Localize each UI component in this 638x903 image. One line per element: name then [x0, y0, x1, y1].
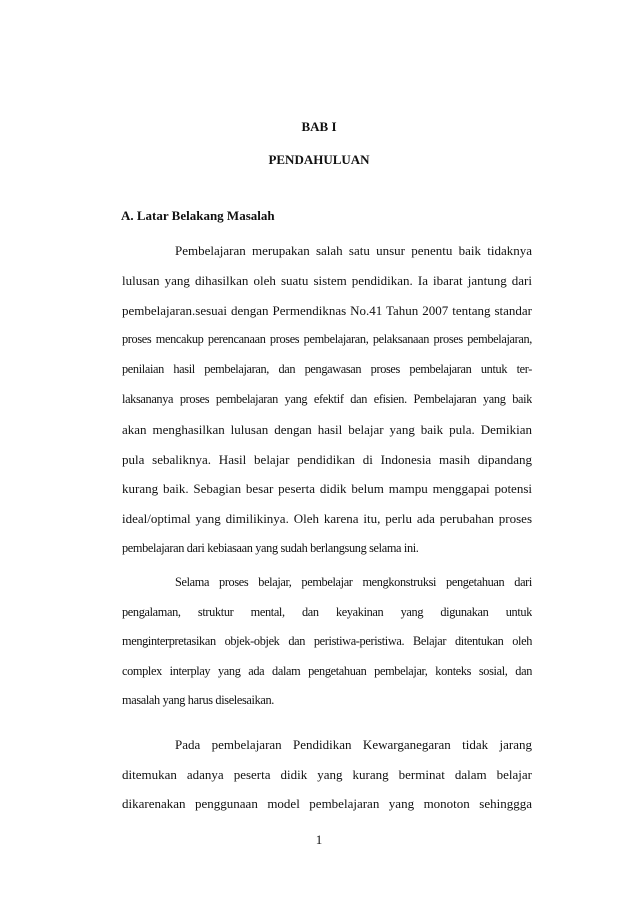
section-heading: A. Latar Belakang Masalah — [121, 208, 275, 223]
paragraph-1 — [122, 236, 532, 564]
paragraph-line: kurang baik. Sebagian besar peserta didik belum mampu menggapai potensi — [122, 481, 532, 497]
paragraph-line: Selama proses belajar, pembelajar mengkonstruksi pengetahuan dari — [175, 575, 532, 589]
paragraph-line: akan menghasilkan lulusan dengan hasil belajar yang baik pula. Demikian — [122, 421, 532, 437]
paragraph-line: complex interplay yang ada dalam pengetahuan pembelajar, konteks sosial, dan — [122, 663, 532, 678]
paragraph-line: menginterpretasikan objek-objek dan peristiwa-peristiwa. Belajar ditentukan oleh — [122, 634, 532, 648]
chapter-title: PENDAHULUAN — [268, 152, 370, 167]
paragraph-3 — [122, 730, 532, 819]
paragraph-line: Pada pembelajaran Pendidikan Kewarganegaran tidak jarang — [175, 737, 532, 752]
chapter-number: BAB I — [301, 119, 337, 134]
page-number: 1 — [315, 832, 323, 847]
paragraph-line: pembelajaran dari kebiasaan yang sudah berlangsung selama ini. — [122, 540, 419, 555]
paragraph-line: proses mencakup perencanaan proses pembelajaran, pelaksanaan proses pembelajaran, — [122, 332, 532, 347]
paragraph-line: ideal/optimal yang dimilikinya. Oleh karena itu, perlu ada perubahan proses — [122, 511, 532, 527]
paragraph-line: dikarenakan penggunaan model pembelajaran yang monoton sehinggga — [122, 796, 532, 811]
paragraph-line: lulusan yang dihasilkan oleh suatu sistem pendidikan. Ia ibarat jantung dari — [122, 272, 532, 288]
paragraph-line: masalah yang harus diselesaikan. — [122, 693, 275, 707]
paragraph-line: penilaian hasil pembelajaran, dan pengawasan proses pembelajaran untuk ter- — [122, 362, 532, 377]
paragraph-2 — [122, 568, 532, 716]
paragraph-line: pula sebaliknya. Hasil belajar pendidikan di Indonesia masih dipandang — [122, 451, 532, 467]
paragraph-line: pembelajaran.sesuai dengan Permendiknas No.41 Tahun 2007 tentang standar — [122, 302, 532, 318]
paragraph-line: laksananya proses pembelajaran yang efektif dan efisien. Pembelajaran yang baik — [122, 391, 532, 406]
paragraph-line: ditemukan adanya peserta didik yang kurang berminat dalam belajar — [122, 766, 532, 782]
paragraph-line: Pembelajaran merupakan salah satu unsur penentu baik tidaknya — [175, 243, 532, 258]
paragraph-line: pengalaman, struktur mental, dan keyakinan yang digunakan untuk — [122, 604, 532, 619]
